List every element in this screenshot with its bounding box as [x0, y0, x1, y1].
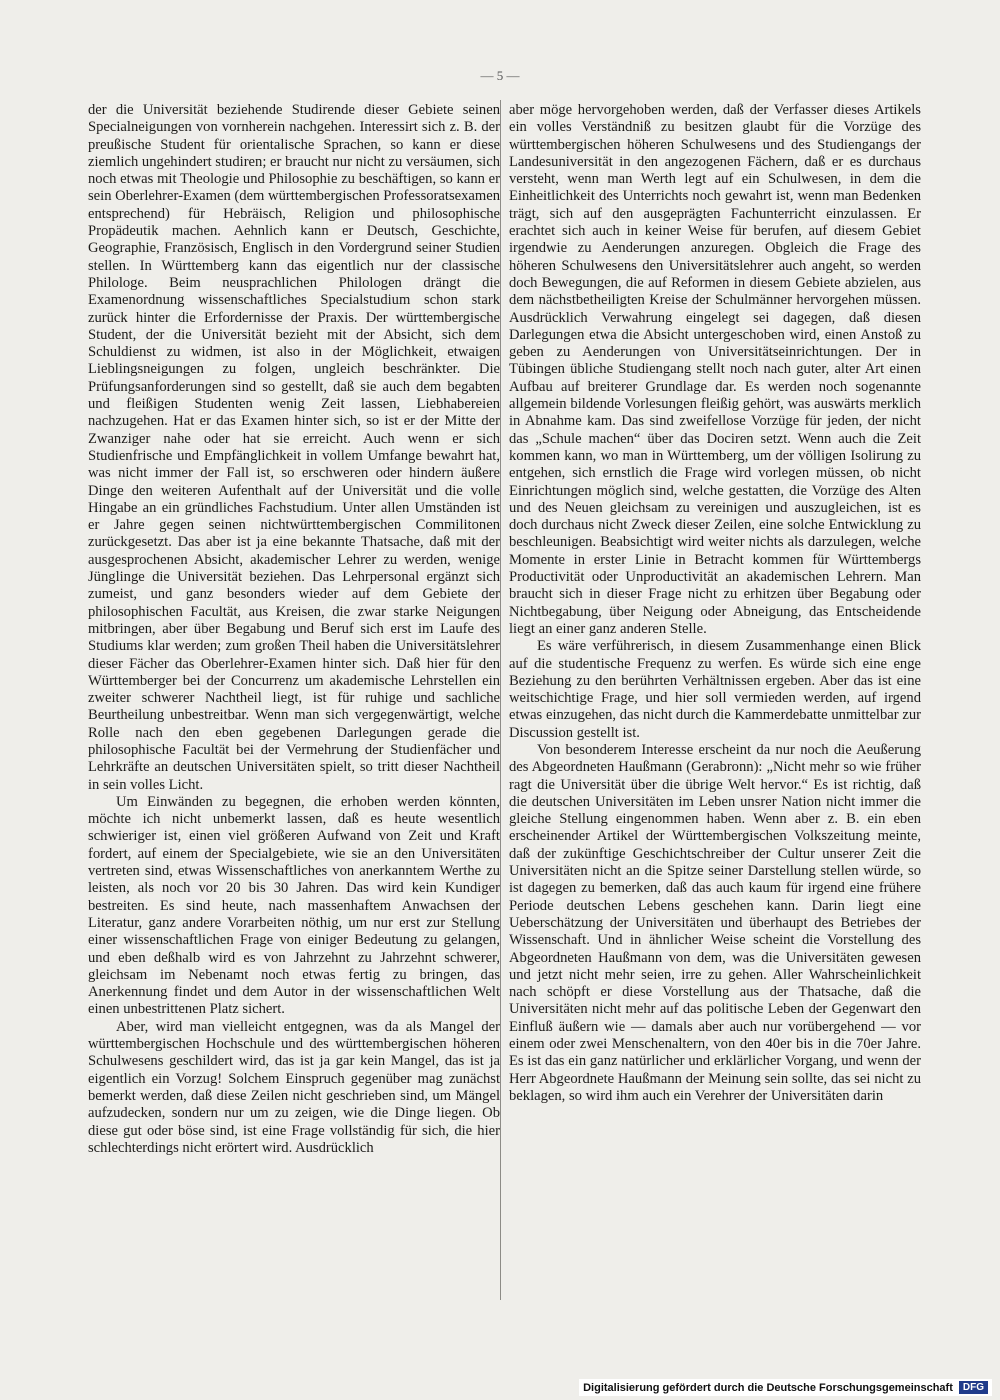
digitization-credit — [579, 1379, 992, 1396]
paragraph: Um Einwänden zu begegnen, die erhoben werden könnten, möchte ich nicht unbemerkt lassen, daß es heute wesentlich schwieriger ist, einen viel größeren Aufwand von Zeit und Kraft fordert, auf einem der Specialgebiete, wie sie an den Universitäten vertreten sind, etwas Wissenschaftliches von anerkanntem Werthe zu leisten, als noch vor 20 bis 30 Jahren. Das wird kein Kundiger bestreiten. Es sind heute, nach massenhaftem Anwachsen der Literatur, ganz andere Vorarbeiten nöthig, um nur erst zur Stellung einer wissenschaftlichen Frage von einiger Bedeutung zu gelangen, und eben deßhalb wird es von Jahrzehnt zu Jahrzehnt schwerer, gleichsam im Nebenamt noch etwas fertig zu bringen, das Anerkennung findet und dem Autor in der wissenschaftlichen Welt einen unbestrittenen Platz sichert. — [88, 793, 500, 1018]
left-column — [88, 102, 500, 1157]
paragraph: Es wäre verführerisch, in diesem Zusammenhange einen Blick auf die studentische Frequenz zu werfen. Es würde sich eine enge Beziehung zu den berührten Verhältnissen ergeben. Aber das ist eine weitschichtige Frage, und hier soll vermieden werden, auf irgend etwas einzugehen, das nicht durch die Kammerdebatte unmittelbar zur Discussion gestellt ist. — [509, 638, 921, 741]
right-column — [509, 102, 921, 1105]
paragraph: Von besonderem Interesse erscheint da nur noch die Aeußerung des Abgeordneten Haußmann (Gerabronn): „Nicht mehr so wie früher ragt die Universität über die übrige Welt hervor.“ Es ist richtig, daß die deutschen Universitäten im Leben unsrer Nation nicht immer die gleiche Stellung eingenommen haben. Wenn aber z. B. ein eben erscheinender Artikel der Württembergischen Volkszeitung meinte, daß der zukünftige Geschichtschreiber der Cultur unserer Zeit die Universitäten nicht an die Spitze seiner Darstellung stellen würde, so ist dagegen zu bemerken, daß das auch kaum für irgend eine frühere Periode deutschen Lebens geschehen kann. Darin liegt eine Ueberschätzung der Universitäten und überhaupt des Betriebes der Wissenschaft. Und in ähnlicher Weise scheint die Vorstellung des Abgeordneten Haußmann von dem, was die Universitäten gewesen und jetzt nicht mehr seien, irre zu gehen. Aller Wahrscheinlichkeit nach schöpft er diese Vorstellung aus der Thatsache, daß die Universitäten nicht mehr auf das politische Leben der Gegenwart den Einfluß äußern wie — damals aber auch nur vorübergehend — vor einem oder zwei Menschenaltern, von den 40er bis in die 70er Jahre. Es ist das ein ganz natürlicher und erklärlicher Vorgang, und wenn der Herr Abgeordnete Haußmann der Meinung sein sollte, das sei nicht zu beklagen, so wird ihm auch ein Verehrer der Universitäten darin — [509, 741, 921, 1104]
column-divider — [500, 100, 501, 1300]
dfg-logo: DFG — [959, 1381, 988, 1394]
paragraph: der die Universität beziehende Studirende dieser Gebiete seinen Specialneigungen von vornherein nachgehen. Interessirt sich z. B. der preußische Student für orientalische Sprachen, so kann er diese ziemlich ungehindert studiren; er braucht nur nicht zu versäumen, sich noch etwas mit Theologie und Philosophie zu beschäftigen, so kann er sein Oberlehrer-Examen (dem württembergischen Professoratsexamen entsprechend) für Hebräisch, Religion und philosophische Propädeutik machen. Aehnlich kann er Deutsch, Geschichte, Geographie, Französisch, Englisch in den Vordergrund seiner Studien stellen. In Württemberg kann das eigentlich nur der classische Philologe. Beim neusprachlichen Philologen drängt die Examenordnung wissenschaftliches Specialstudium schon stark zurück hinter die Erfordernisse der Praxis. Der württembergische Student, der die Universität bezieht mit der Absicht, sich dem Schuldienst zu widmen, ist also in der Möglichkeit, etwaigen Lieblingsneigungen zu folgen, ungleich beschränkter. Die Prüfungsanforderungen sind so gestellt, daß sie auch dem begabten und fleißigen Studenten wenig Zeit lassen, Liebhabereien nachzugehen. Hat er das Examen hinter sich, so ist er der Mitte der Zwanziger nahe oder hat sie erreicht. Auch wenn er sich Studienfrische und Empfänglichkeit in vollem Umfange bewahrt hat, was nicht immer der Fall ist, so erschweren oder hindern äußere Dinge den weiteren Aufenthalt auf der Universität und die volle Hingabe an ein gründliches Fachstudium. Unter allen Umständen ist er Jahre gegen seinen nichtwürttembergischen Commilitonen zurückgesetzt. Das aber ist ja eine bekannte Thatsache, daß mit der ausgesprochenen Absicht, akademischer Lehrer zu werden, wenige Jünglinge die Universität beziehen. Das Lehrpersonal ergänzt sich zumeist, und ganz besonders wieder auf dem Gebiete der philosophischen Facultät, aus Kreisen, die zwar starke Neigungen mitbringen, aber über Begabung und Beruf sich erst im Laufe des Studiums klar werden; zum großen Theil haben die Universitätslehrer dieser Fächer das Oberlehrer-Examen hinter sich. Daß hier für den Württemberger bei der Concurrenz um akademische Lehrstellen ein zweiter schwerer Nachtheil liegt, ist für ruhige und sachliche Beurtheilung unbestreitbar. Wenn man sich vergegenwärtigt, welche Rolle nach den eben gegebenen Darlegungen gerade die philosophische Facultät bei der Vermehrung der Studienfächer und Lehrkräfte an deutschen Universitäten spielt, so tritt dieser Nachtheil in sein volles Licht. — [88, 102, 500, 793]
paragraph: Aber, wird man vielleicht entgegnen, was da als Mangel der württembergischen Hochschule und des württembergischen höheren Schulwesens geschildert wird, das ist ja gar kein Mangel, das ist ja eigentlich ein Vorzug! Solchem Einspruch gegenüber mag zunächst bemerkt werden, daß diese Zeilen nicht geschrieben sind, um Mängel aufzudecken, sondern nur um zu zeigen, wie die Dinge liegen. Ob diese gut oder böse sind, ist eine Frage vollständig für sich, die hier schlechterdings nicht erörtert wird. Ausdrücklich — [88, 1018, 500, 1156]
paragraph: aber möge hervorgehoben werden, daß der Verfasser dieses Artikels ein volles Verständniß zu besitzen glaubt für die Vorzüge des württembergischen höheren Schulwesens und des Studiengangs der Landesuniversität in den angezogenen Fächern, daß er es durchaus versteht, wenn man Werth legt auf ein Schulwesen, in dem die Einheitlichkeit des Unterrichts noch gewahrt ist, wenn man Bedenken trägt, sich auf den ausgeprägten Fachunterricht einzulassen. Er erachtet sich auch in keiner Weise für berufen, auf diesem Gebiet irgendwie zu Aenderungen anzuregen. Obgleich die Frage des höheren Schulwesens den Universitätslehrer auch angeht, so werden doch Bewegungen, die auf Reformen in diesem Gebiete abzielen, aus dem nächstbetheiligten Kreise der Schulmänner hervorgehen müssen. Ausdrücklich Verwahrung eingelegt sei dagegen, daß diesen Darlegungen etwa die Absicht untergeschoben wird, einen Anstoß zu geben zu Aenderungen von Universitätseinrichtungen. Der in Tübingen übliche Studiengang stellt noch nach guter, alter Art einen Aufbau auf breiterer Grundlage dar. Es werden noch sogenannte allgemein bildende Vorlesungen fleißig gehört, was auswärts merklich in Abnahme kam. Das sind zweifellose Vorzüge für jeden, der nicht das „Schule machen“ über das Dociren setzt. Wenn auch die Zeit kommen kann, wo man in Württemberg, um der völligen Isolirung zu entgehen, sich ernstlich die Frage wird vorlegen müssen, ob nicht Einrichtungen möglich sind, welche gestatten, die Vorzüge des Alten und des Neuen gleichsam zu vereinigen und auszugleichen, ist es doch durchaus nicht Zweck dieser Zeilen, eine solche Entwicklung zu beschleunigen. Beabsichtigt wird weiter nichts als darzulegen, welche Momente in erster Linie in Betracht kommen für Württembergs Productivität oder Unproductivität an akademischen Lehrern. Man braucht sich in dieser Frage nicht zu erhitzen über Begabung oder Nichtbegabung, über Neigung oder Abneigung, das Entscheidende liegt an einer ganz anderen Stelle. — [509, 102, 921, 637]
page-number: — 5 — — [480, 68, 520, 83]
credit-text: Digitalisierung gefördert durch die Deutsche Forschungsgemeinschaft — [583, 1381, 953, 1394]
